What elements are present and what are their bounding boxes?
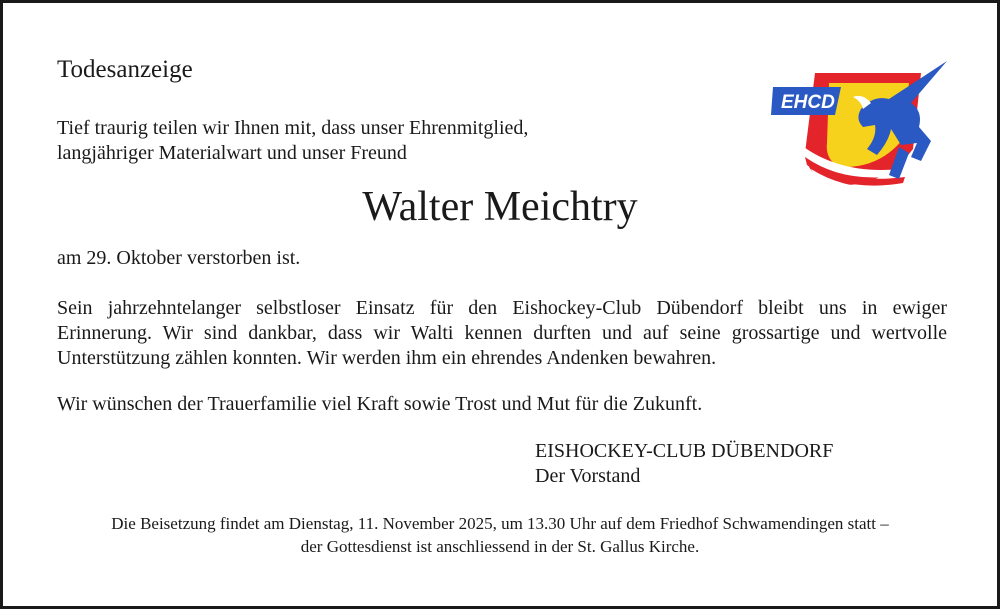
tribute-line: Sein jahrzehntelanger selbstloser Einsatz für den Eishockey-Club Dübendorf bleibt uns in ewiger <box>57 297 947 319</box>
intro-text <box>57 116 528 166</box>
tribute-line: Unterstützung zählen konnten. Wir werden ihm ein ehrendes Andenken bewahren. <box>57 347 717 369</box>
logo-text: EHCD <box>781 92 835 113</box>
signature-organization: EISHOCKEY-CLUB DÜBENDORF <box>535 440 834 462</box>
funeral-line: Die Beisetzung findet am Dienstag, 11. November 2025, um 13.30 Uhr auf dem Friedhof Schwamendingen statt – <box>111 514 889 533</box>
intro-line: Tief traurig teilen wir Ihnen mit, dass unser Ehrenmitglied, <box>57 117 529 139</box>
funeral-details <box>3 512 997 558</box>
notice-heading: Todesanzeige <box>57 56 193 83</box>
signature-board: Der Vorstand <box>535 465 641 487</box>
funeral-line: der Gottesdienst ist anschliessend in der St. Gallus Kirche. <box>300 537 700 556</box>
deceased-name: Walter Meichtry <box>362 184 638 230</box>
intro-line: langjähriger Materialwart und unser Freund <box>57 142 407 164</box>
tribute-paragraph <box>57 296 947 371</box>
condolence-wishes: Wir wünschen der Trauerfamilie viel Kraft sowie Trost und Mut für die Zukunft. <box>57 393 703 415</box>
signature-block <box>535 439 833 489</box>
death-statement: am 29. Oktober verstorben ist. <box>57 247 301 269</box>
tribute-line: Erinnerung. Wir sind dankbar, dass wir Walti kennen durften und auf seine grossartige und wertvolle <box>57 322 947 344</box>
ehcd-club-logo <box>771 57 949 195</box>
